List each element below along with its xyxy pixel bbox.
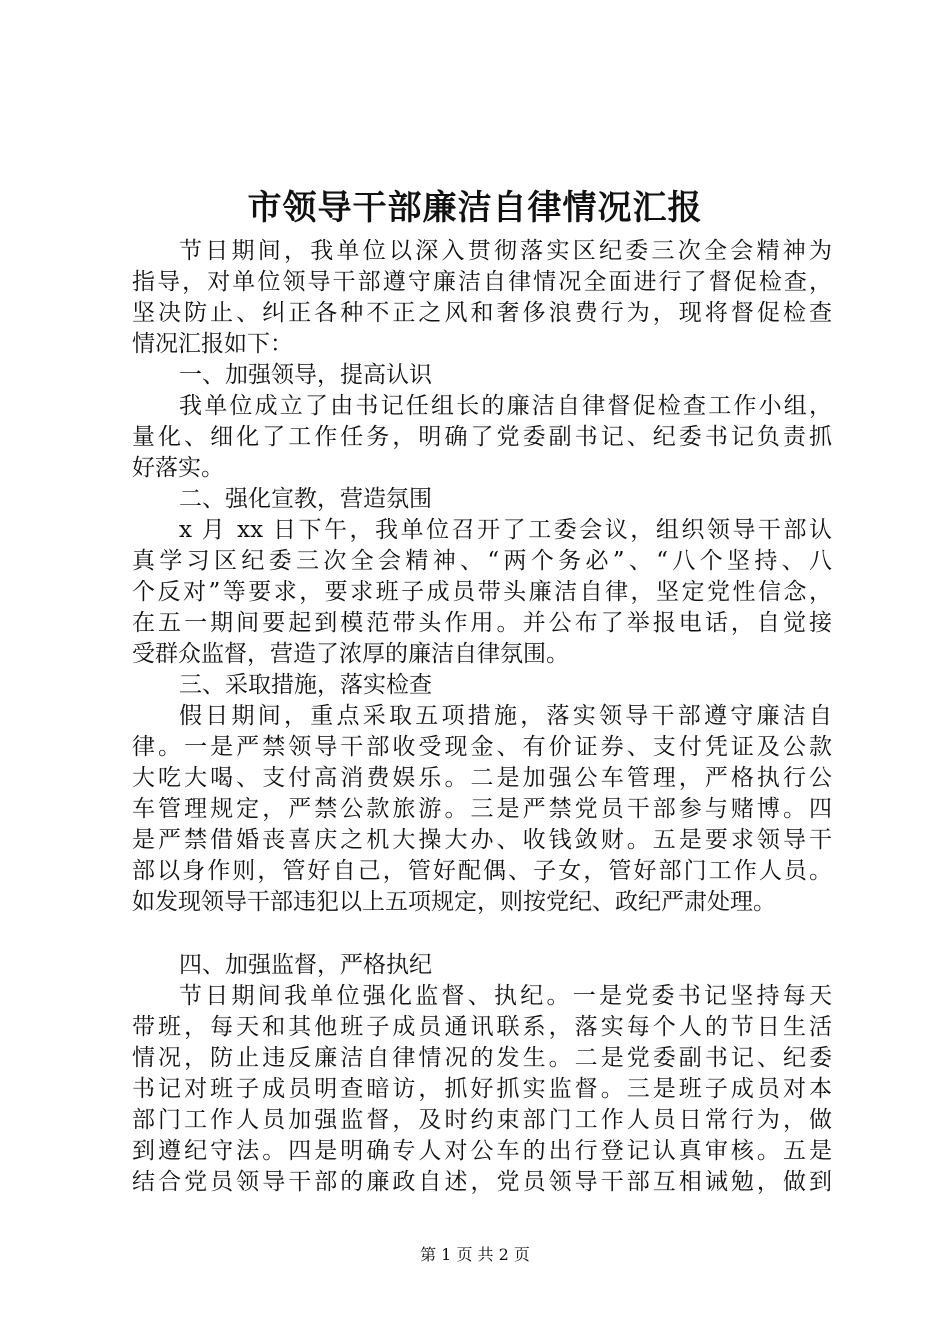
section-heading: 二、强化宣教，营造氛围 [179, 486, 432, 512]
paragraph-line: 个反对”等要求，要求班子成员带头廉洁自律，坚定党性信念， [132, 579, 832, 605]
page-number-footer: 第 1 页 共 2 页 [420, 1245, 530, 1264]
paragraph-line: 大吃大喝、支付高消费娱乐。二是加强公车管理，严格执行公 [132, 765, 832, 791]
paragraph-line: 律。一是严禁领导干部收受现金、有价证券、支付凭证及公款 [132, 734, 832, 760]
paragraph-line: 好落实。 [132, 455, 224, 481]
paragraph-line: 情况汇报如下： [132, 331, 293, 357]
section-heading: 三、采取措施，落实检查 [179, 672, 432, 698]
paragraph-line: x 月 xx 日下午，我单位召开了工委会议，组织领导干部认 [179, 517, 832, 543]
paragraph-line: 书记对班子成员明查暗访，抓好抓实监督。三是班子成员对本 [132, 1076, 832, 1102]
paragraph-line: 量化、细化了工作任务，明确了党委副书记、纪委书记负责抓 [132, 424, 832, 450]
paragraph-line: 真学习区纪委三次全会精神、“两个务必”、“八个坚持、八 [132, 548, 832, 574]
document-body [132, 236, 832, 1198]
paragraph-line: 我单位成立了由书记任组长的廉洁自律督促检查工作小组， [179, 393, 832, 419]
paragraph-line: 带班，每天和其他班子成员通讯联系，落实每个人的节日生活 [132, 1014, 832, 1040]
paragraph-line: 车管理规定，严禁公款旅游。三是严禁党员干部参与赌博。四 [132, 796, 832, 822]
paragraph-line: 假日期间，重点采取五项措施，落实领导干部遵守廉洁自 [179, 703, 832, 729]
paragraph-line: 如发现领导干部违犯以上五项规定，则按党纪、政纪严肃处理。 [132, 889, 776, 915]
paragraph-line: 到遵纪守法。四是明确专人对公车的出行登记认真审核。五是 [132, 1138, 832, 1164]
paragraph-line: 部以身作则，管好自己，管好配偶、子女，管好部门工作人员。 [132, 858, 832, 884]
paragraph-line: 情况，防止违反廉洁自律情况的发生。二是党委副书记、纪委 [132, 1045, 832, 1071]
paragraph-line: 节日期间我单位强化监督、执纪。一是党委书记坚持每天 [179, 983, 832, 1009]
section-heading: 一、加强领导，提高认识 [179, 362, 432, 388]
paragraph-line: 是严禁借婚丧喜庆之机大操大办、收钱敛财。五是要求领导干 [132, 827, 832, 853]
paragraph-gap [132, 918, 832, 950]
paragraph-line: 部门工作人员加强监督，及时约束部门工作人员日常行为，做 [132, 1107, 832, 1133]
paragraph-line: 节日期间，我单位以深入贯彻落实区纪委三次全会精神为 [179, 238, 832, 264]
paragraph-line: 受群众监督，营造了浓厚的廉洁自律氛围。 [132, 641, 569, 667]
paragraph-line: 指导，对单位领导干部遵守廉洁自律情况全面进行了督促检查， [132, 269, 832, 295]
document-title: 市领导干部廉洁自律情况汇报 [247, 188, 703, 228]
paragraph-line: 结合党员领导干部的廉政自述，党员领导干部互相诫勉，做到 [132, 1169, 832, 1195]
paragraph-line: 在五一期间要起到模范带头作用。并公布了举报电话，自觉接 [132, 610, 832, 636]
paragraph-line: 坚决防止、纠正各种不正之风和奢侈浪费行为，现将督促检查 [132, 300, 832, 326]
section-heading: 四、加强监督，严格执纪 [179, 952, 432, 978]
